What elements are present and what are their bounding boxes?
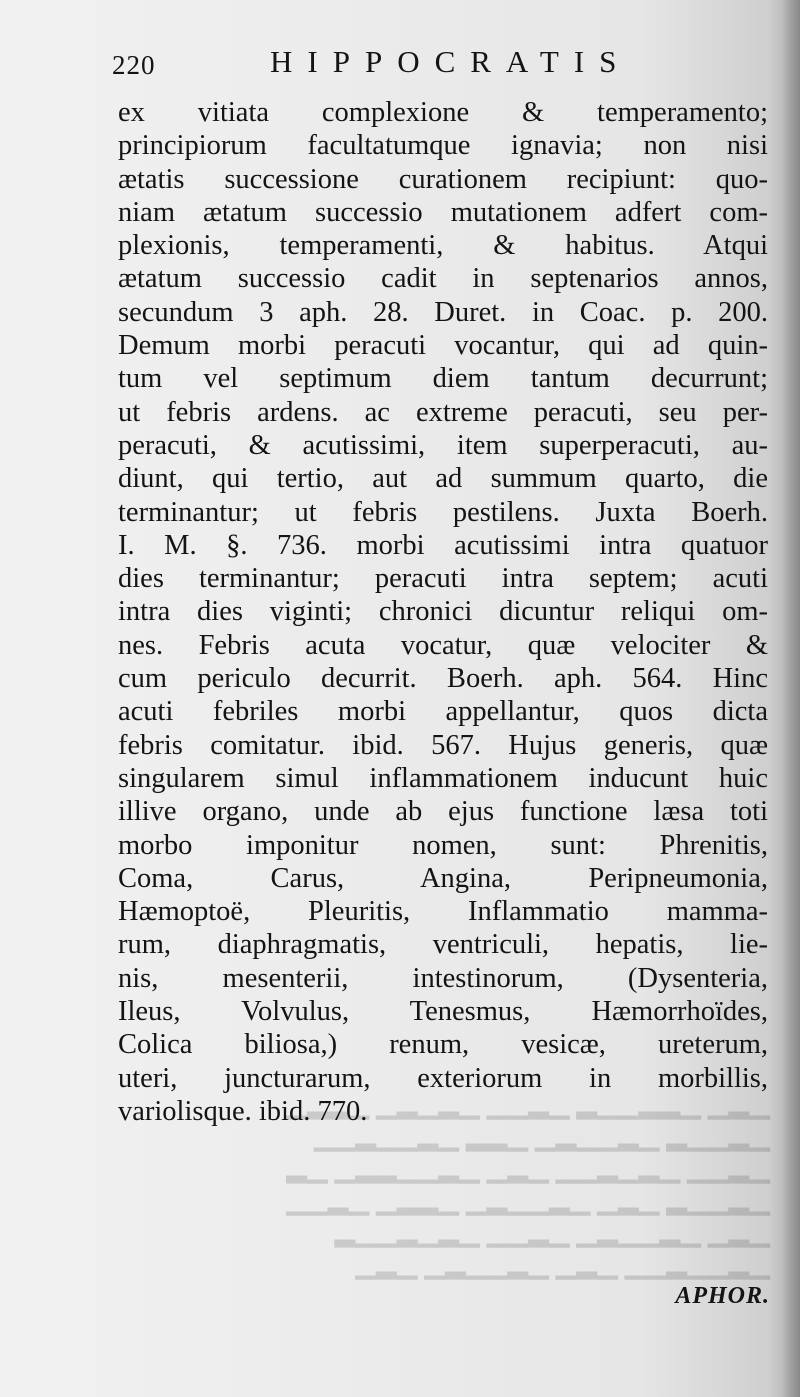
text-line: peracuti, & acutissimi, item superperacuti, au-: [118, 429, 768, 461]
text-line: rum, diaphragmatis, ventriculi, hepatis, lie-: [118, 929, 768, 961]
text-line: cum periculo decurrit. Boerh. aph. 564. Hinc: [118, 663, 768, 695]
text-line: singularem simul inflammationem inducunt huic: [118, 762, 768, 794]
page-number: 220: [112, 50, 156, 80]
text-line: secundum 3 aph. 28. Duret. in Coac. p. 200.: [118, 296, 768, 328]
text-line: ætatum successio cadit in septenarios annos,: [118, 263, 768, 295]
body-text: [118, 96, 768, 1128]
text-line: ætatis successione curationem recipiunt: quo-: [118, 163, 768, 195]
text-line: nes. Febris acuta vocatur, quæ velociter &: [118, 629, 768, 661]
text-line: dies terminantur; peracuti intra septem; acuti: [118, 563, 768, 595]
page-header: [112, 44, 632, 84]
text-line: Hæmoptoë, Pleuritis, Inflammatio mamma-: [118, 896, 768, 928]
text-line: Coma, Carus, Angina, Peripneumonia,: [118, 862, 768, 894]
running-title: HIPPOCRATIS: [270, 44, 632, 79]
page-edge-shadow: [782, 0, 800, 1397]
text-line: terminantur; ut febris pestilens. Juxta Boerh.: [118, 496, 768, 528]
text-line: niam ætatum successio mutationem adfert com-: [118, 196, 768, 228]
text-line: ut febris ardens. ac extreme peracuti, seu per-: [118, 396, 768, 428]
text-line: acuti febriles morbi appellantur, quos dicta: [118, 696, 768, 728]
text-line: nis, mesenterii, intestinorum, (Dysenteria,: [118, 962, 768, 994]
text-line: febris comitatur. ibid. 567. Hujus generis, quæ: [118, 729, 768, 761]
text-line: principiorum facultatumque ignavia; non nisi: [118, 130, 768, 162]
text-line: I. M. §. 736. morbi acutissimi intra quatuor: [118, 529, 768, 561]
show-through-texture: ▁▂▁ ▁▂▂▁▁▂ ▁▂▁▁ ▁▂▁▂▁ ▁▂▂▁ ▁▂▁▁▂ ▁▂▁▁▂▁ ▁▂▂ ▁▂▁▁▂▁▁ ▁▂▁▁ ▁▂▁▂▁▁ ▁▂▁ ▁▂▁▁▂▂▁ ▁▂ ▁▂▁▁▂ ▁▂▁ ▁▂▁▁▂▁ ▁▂▂▁ ▁▂▁▁ ▁▂▁ ▁▂▁▁▂▁ ▁▂▁▁ ▁▂▁▂▁▁▂ ▁▂▁▁▂▁▁ ▁▂▁ ▁▂▁▁▂▁ ▁▂▁: [286, 1089, 770, 1279]
text-line: ex vitiata complexione & temperamento;: [118, 97, 768, 128]
catchword: APHOR.: [675, 1283, 770, 1309]
text-line: illive organo, unde ab ejus functione læsa toti: [118, 796, 768, 828]
text-line: diunt, qui tertio, aut ad summum quarto, die: [118, 463, 768, 495]
text-line: Demum morbi peracuti vocantur, qui ad quin-: [118, 330, 768, 362]
text-line: variolisque. ibid. 770.: [118, 1095, 368, 1127]
text-line: plexionis, temperamenti, & habitus. Atqui: [118, 230, 768, 262]
text-line: Colica biliosa,) renum, vesicæ, ureterum,: [118, 1029, 768, 1061]
text-line: intra dies viginti; chronici dicuntur reliqui om-: [118, 596, 768, 628]
text-line: uteri, juncturarum, exteriorum in morbillis,: [118, 1062, 768, 1094]
text-line: tum vel septimum diem tantum decurrunt;: [118, 363, 768, 395]
text-line: Ileus, Volvulus, Tenesmus, Hæmorrhoïdes,: [118, 996, 768, 1028]
text-line: morbo imponitur nomen, sunt: Phrenitis,: [118, 829, 768, 861]
